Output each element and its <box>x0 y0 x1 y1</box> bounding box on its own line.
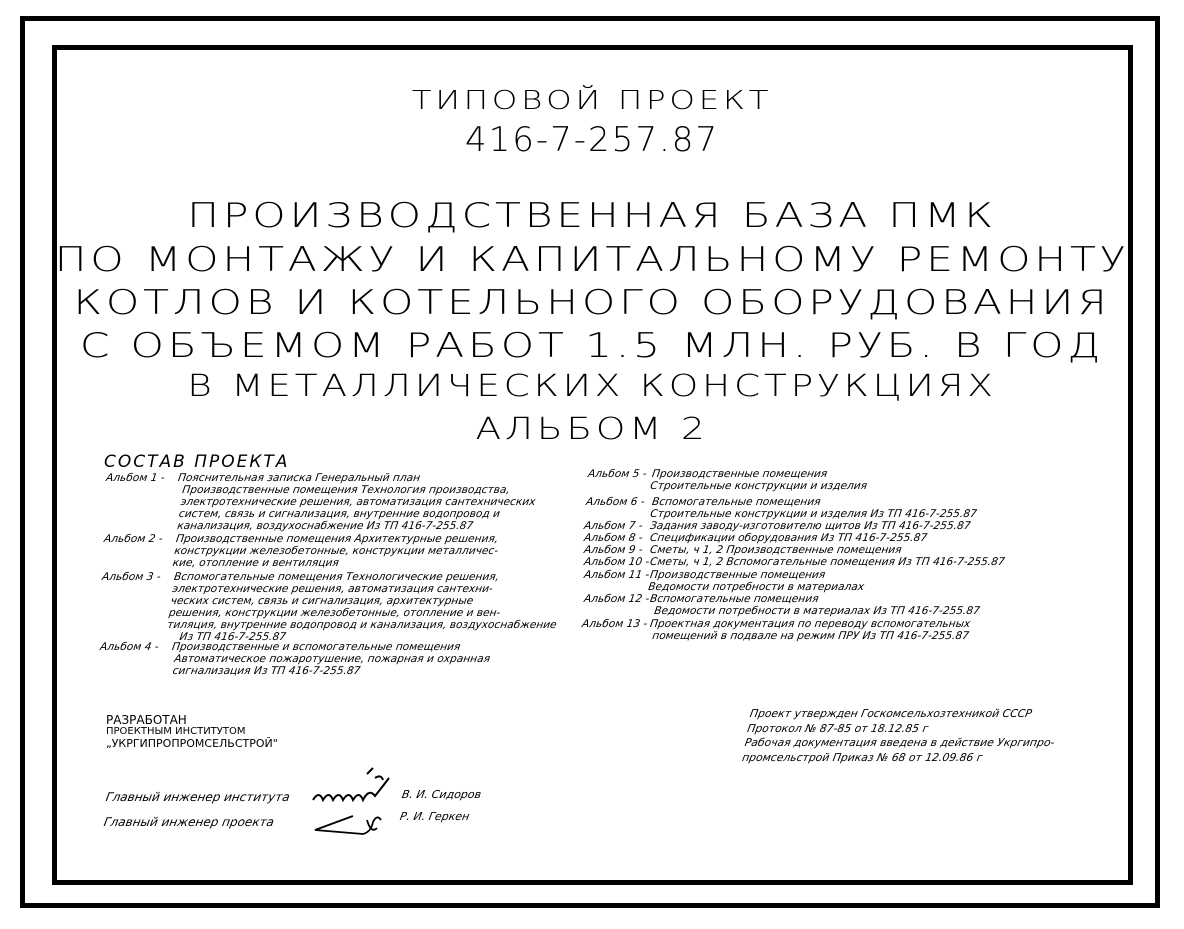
album-entry <box>583 532 928 544</box>
album-line: Сметы, ч 1, 2 Производственные помещения <box>649 544 903 556</box>
title-line-5: В МЕТАЛЛИЧЕСКИХ КОНСТРУКЦИЯХ <box>187 369 997 404</box>
album-line: канализация, воздухоснабжение Из ТП 416-7-255.87 <box>176 520 475 532</box>
album-entry <box>583 569 865 593</box>
composition-title: СОСТАВ ПРОЕКТА <box>104 452 290 472</box>
album-line: тиляция, внутренние водопровод и канализация, воздухоснабжение <box>166 619 558 631</box>
album-line: кие, отопление и вентиляция <box>171 557 340 569</box>
chief-engineer-institute-label: Главный инженер института <box>104 790 291 804</box>
title-line-3: КОТЛОВ И КОТЕЛЬНОГО ОБОРУДОВАНИЯ <box>73 283 1111 323</box>
album-label: Альбом 4 - <box>99 641 160 653</box>
album-line: Строительные конструкции и изделия Из ТП 416-7-255.87 <box>649 508 978 520</box>
signature-image <box>305 760 405 840</box>
album-entry <box>583 520 972 532</box>
album-entry <box>581 618 972 642</box>
album-title: АЛЬБОМ 2 <box>475 412 709 447</box>
album-entry <box>101 571 558 643</box>
album-entry <box>583 544 903 556</box>
album-line: ческих систем, связь и сигнализация, архитектурные <box>169 595 475 607</box>
album-label: Альбом 10 - <box>583 556 651 568</box>
album-entry <box>105 472 537 532</box>
album-entry <box>99 641 491 677</box>
album-line: сигнализация Из ТП 416-7-255.87 <box>171 665 362 677</box>
album-line: решения, конструкции железобетонные, отопление и вен- <box>168 607 502 619</box>
album-label: Альбом 12 - <box>583 593 651 605</box>
album-entry <box>103 533 499 569</box>
album-label: Альбом 11 - <box>583 569 651 581</box>
album-entry <box>583 593 981 617</box>
developer-line: ПРОЕКТНЫМ ИНСТИТУТОМ <box>106 726 246 737</box>
album-line: Производственные и вспомогательные помещения <box>171 641 462 653</box>
album-line: Автоматическое пожаротушение, пожарная и охранная <box>173 653 491 665</box>
album-line: электротехнические решения, автоматизация сантехнических <box>179 496 537 508</box>
typical-project-label: ТИПОВОЙ ПРОЕКТ <box>411 86 773 116</box>
album-label: Альбом 1 - <box>105 472 166 484</box>
album-line: Производственные помещения Архитектурные решения, <box>175 533 499 545</box>
title-line-4: С ОБЪЕМОМ РАБОТ 1.5 МЛН. РУБ. В ГОД <box>79 326 1105 366</box>
album-line: Задания заводу-изготовителю щитов Из ТП 416-7-255.87 <box>649 520 972 532</box>
album-label: Альбом 13 - <box>581 618 649 630</box>
album-line: систем, связь и сигнализация, внутренние водопровод и <box>178 508 501 520</box>
approval-line: промсельстрой Приказ № 68 от 12.09.86 г <box>741 750 984 764</box>
album-line: Вспомогательные помещения <box>651 496 822 508</box>
chief-engineer-institute-name: В. И. Сидоров <box>400 788 483 801</box>
album-line: Из ТП 416-7-255.87 <box>178 631 287 643</box>
album-line: Производственные помещения <box>651 468 829 480</box>
album-label: Альбом 7 - <box>583 520 644 532</box>
album-line: Ведомости потребности в материалах <box>647 581 865 593</box>
album-line: Вспомогательные помещения <box>649 593 820 605</box>
album-line: Строительные конструкции и изделия <box>649 480 868 492</box>
approval-line: Протокол № 87-85 от 18.12.85 г <box>746 721 930 735</box>
album-line: Проектная документация по переводу вспомогательных <box>649 618 972 630</box>
approval-line: Рабочая документация введена в действие Укргипро- <box>743 736 1056 749</box>
title-line-1: ПРОИЗВОДСТВЕННАЯ БАЗА ПМК <box>187 196 997 236</box>
album-label: Альбом 6 - <box>585 496 646 508</box>
album-label: Альбом 5 - <box>587 468 648 480</box>
title-line-2: ПО МОНТАЖУ И КАПИТАЛЬНОМУ РЕМОНТУ <box>54 240 1130 280</box>
album-label: Альбом 8 - <box>583 532 644 544</box>
album-line: электротехнические решения, автоматизация сантехни- <box>171 583 494 595</box>
developer-line: „УКРГИПРОПРОМСЕЛЬСТРОЙ" <box>106 737 278 750</box>
chief-engineer-project-label: Главный инженер проекта <box>102 815 276 829</box>
album-entry <box>587 468 868 492</box>
album-line: Производственные помещения Технология производства, <box>181 484 511 496</box>
developer-line: РАЗРАБОТАН <box>106 713 187 727</box>
album-line: Сметы, ч 1, 2 Вспомогательные помещения Из ТП 416-7-255.87 <box>649 556 1006 568</box>
project-number: 416-7-257.87 <box>464 120 720 160</box>
developer-block <box>106 714 278 750</box>
approval-block <box>741 707 1061 765</box>
album-label: Альбом 2 - <box>103 533 164 545</box>
album-label: Альбом 3 - <box>101 571 162 583</box>
album-line: помещений в подвале на режим ПРУ Из ТП 416-7-255.87 <box>651 630 970 642</box>
album-line: Спецификации оборудования Из ТП 416-7-255.87 <box>649 532 928 544</box>
album-line: конструкции железобетонные, конструкции металличес- <box>173 545 499 557</box>
chief-engineer-project-name: Р. И. Геркен <box>398 810 471 823</box>
album-line: Пояснительная записка Генеральный план <box>177 472 421 484</box>
album-label: Альбом 9 - <box>583 544 644 556</box>
album-line: Вспомогательные помещения Технологические решения, <box>173 571 500 583</box>
album-entry <box>583 556 1006 568</box>
approval-line: Проект утвержден Госкомсельхозтехникой СССР <box>748 707 1033 720</box>
album-line: Ведомости потребности в материалах Из ТП 416-7-255.87 <box>653 605 981 617</box>
album-line: Производственные помещения <box>649 569 827 581</box>
album-entry <box>585 496 978 520</box>
